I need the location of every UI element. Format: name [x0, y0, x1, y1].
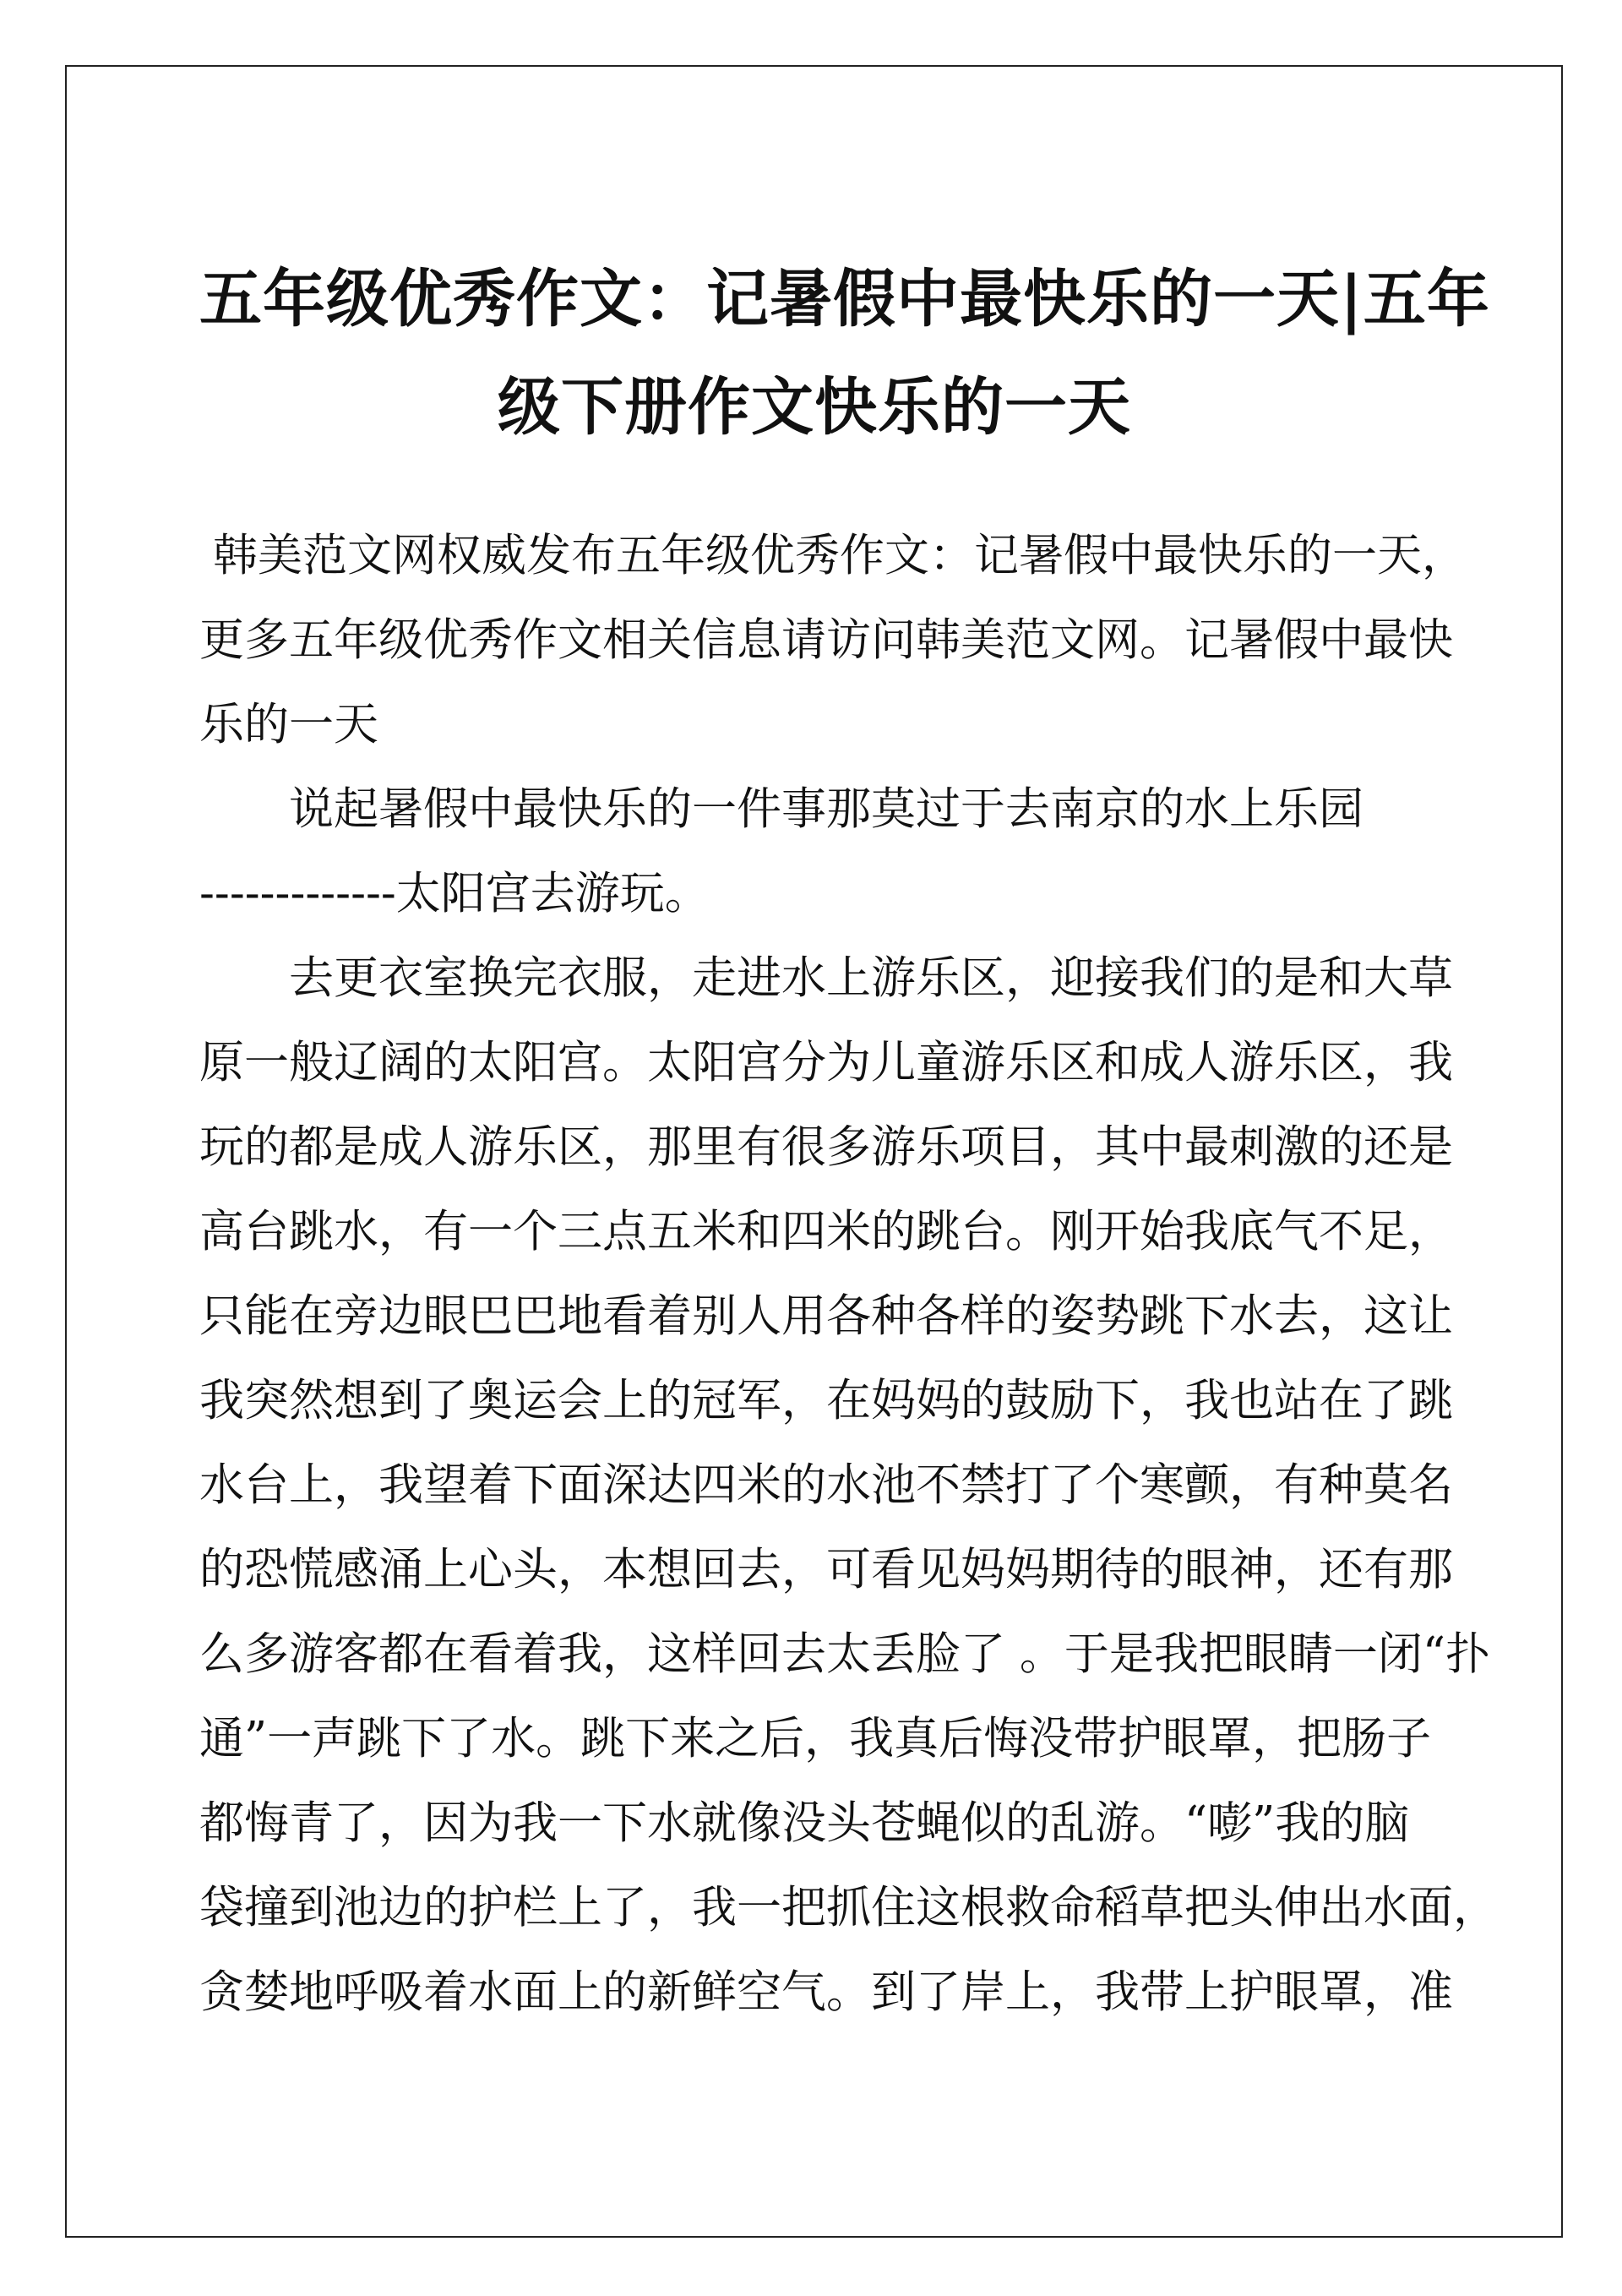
- text-line: 原一般辽阔的太阳宫。太阳宫分为儿童游乐区和成人游乐区，我: [199, 1037, 1453, 1088]
- text-line: 贪婪地呼吸着水面上的新鲜空气。到了岸上，我带上护眼罩，准: [199, 1966, 1453, 2018]
- paragraph: [199, 767, 1429, 936]
- text-line: 高台跳水，有一个三点五米和四米的跳台。刚开始我底气不足，: [199, 1206, 1453, 1257]
- text-line: 么多游客都在看着我，这样回去太丢脸了 。于是我把眼睛一闭“扑: [199, 1628, 1490, 1680]
- text-line: 玩的都是成人游乐区，那里有很多游乐项目，其中最刺激的还是: [199, 1121, 1453, 1173]
- paragraph: [199, 936, 1498, 2035]
- text-line: 说起暑假中最快乐的一件事那莫过于去南京的水上乐园: [289, 783, 1363, 835]
- text-line: 乐的一天: [199, 699, 378, 750]
- text-line: 都悔青了，因为我一下水就像没头苍蝇似的乱游。“嘭”我的脑: [199, 1797, 1410, 1849]
- document-body: [199, 514, 1498, 2035]
- document-title: [199, 245, 1490, 461]
- text-line: 只能在旁边眼巴巴地看着别人用各种各样的姿势跳下水去，这让: [199, 1290, 1453, 1342]
- title-line: 五年级优秀作文：记暑假中最快乐的一天|五年: [199, 263, 1490, 335]
- intro-paragraph: [199, 514, 1467, 767]
- text-line: 水台上，我望着下面深达四米的水池不禁打了个寒颤，有种莫名: [199, 1459, 1453, 1511]
- text-line: 去更衣室换完衣服，走进水上游乐区，迎接我们的是和大草: [289, 952, 1453, 1004]
- text-line: 更多五年级优秀作文相关信息请访问韩美范文网。记暑假中最快: [199, 614, 1453, 666]
- text-line: 我突然想到了奥运会上的冠军，在妈妈的鼓励下，我也站在了跳: [199, 1375, 1453, 1426]
- text-line: 通”一声跳下了水。跳下来之后，我真后悔没带护眼罩，把肠子: [199, 1713, 1432, 1764]
- title-line: 级下册作文快乐的一天: [498, 371, 1131, 444]
- text-line: 袋撞到池边的护栏上了，我一把抓住这根救命稻草把头伸出水面，: [199, 1882, 1498, 1933]
- text-line: 韩美范文网权威发布五年级优秀作文：记暑假中最快乐的一天，: [213, 530, 1467, 581]
- document-content: [199, 245, 1498, 2035]
- text-line: -------------太阳宫去游玩。: [199, 868, 710, 919]
- text-line: 的恐慌感涌上心头，本想回去，可看见妈妈期待的眼神，还有那: [199, 1544, 1453, 1595]
